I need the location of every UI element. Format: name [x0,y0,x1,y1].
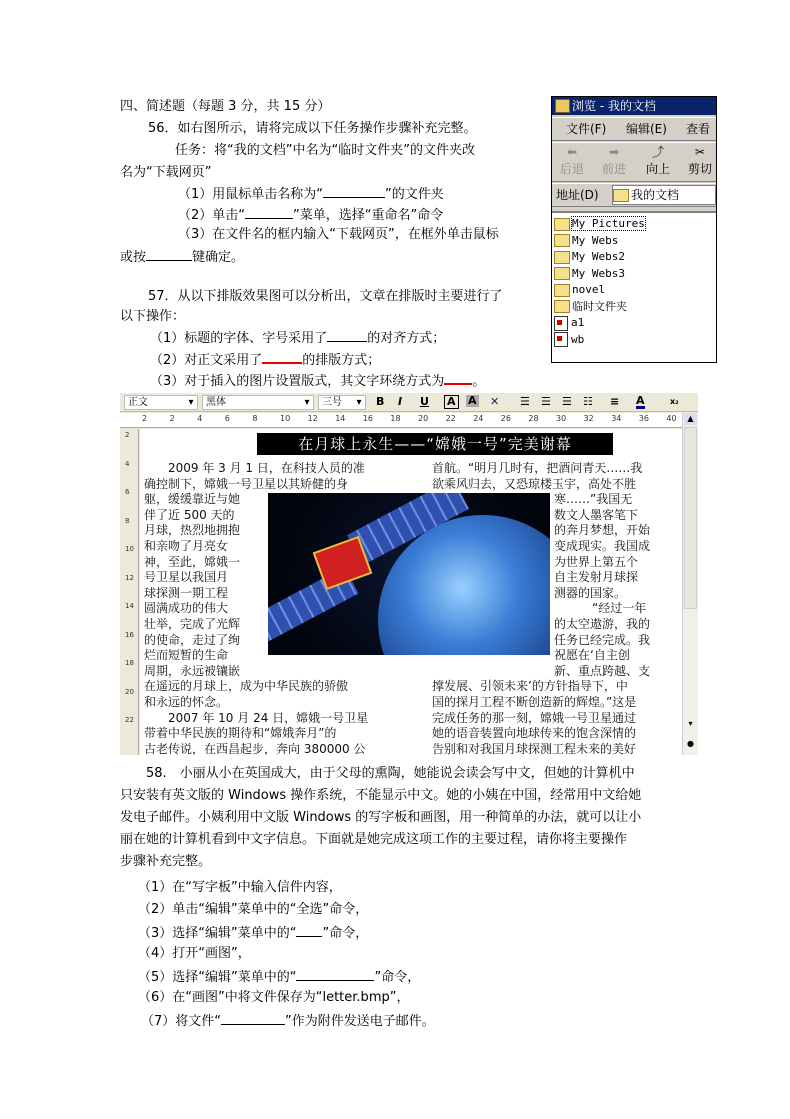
text: ”命令， [322,926,369,941]
align-center-icon[interactable]: ☰ [541,395,551,408]
scissors-icon: ✂ [694,145,706,159]
ruler-tick-label: 4 [125,459,130,468]
article-line: 在遥远的月球上，成为中华民族的骄傲 [144,679,349,694]
vertical-ruler[interactable] [120,429,139,755]
article-line: 首航。“明月几时有，把酒问青天……我 [432,461,643,475]
article-line: 躯，缓缓靠近与她 [144,492,241,507]
q58-paragraph-line: 发电子邮件。小姨利用中文版 Windows 的写字板和画图，用一种简单的办法，就可以让小 [120,810,642,825]
q58-step6: （6）在“画图”中将文件保存为“letter.bmp”， [138,990,410,1005]
text: 或按 [120,250,147,265]
folder-icon [554,251,570,264]
text: ”命令， [374,970,421,985]
file-item[interactable] [554,249,625,265]
ruler-tick-label: 12 [125,573,134,582]
article-line: 球探测一期工程 [144,585,229,600]
article-line: 2009 年 3 月 1 日，在科技人员的准 [144,461,365,475]
ruler-tick-label: 18 [390,414,401,423]
article-line: 寒……”我国无 [554,492,633,507]
ruler-tick-label: 10 [125,545,134,553]
file-item[interactable] [554,315,584,331]
text: 键确定。 [192,250,245,265]
file-name: My Webs2 [572,250,625,263]
q58-step2: （2）单击“编辑”菜单中的“全选”命令， [138,902,369,917]
horizontal-ruler[interactable] [120,413,683,428]
ruler-tick-label: 20 [125,687,134,696]
label: 前进 [602,162,627,176]
ruler-tick-label: 26 [500,414,511,423]
article-line: 欲乘风归去，又恐琼楼玉宇，高处不胜 [432,476,637,491]
article-line: 数文人墨客笔下 [554,507,639,522]
style-select[interactable] [124,395,198,410]
ruler-tick-label: 2 [169,414,175,423]
folder-icon [613,189,629,202]
ruler-tick-label: 2 [125,431,130,439]
answer-blank [327,329,367,342]
window-title: 浏览 - 我的文档 [572,99,656,113]
q56-step3-cont [120,248,244,266]
select-browse-icon[interactable]: ● [687,739,694,748]
q58-paragraph-line: 丽在她的计算机看到中文字信息。下面就是她完成这项工作的主要过程，请你将主要操作 [120,832,628,847]
article-line: 的太空遨游，我的 [554,617,651,631]
format-toolbar [120,393,698,412]
text: （7）将文件“ [141,1014,222,1029]
ruler-tick-label: 8 [125,516,130,525]
answer-blank [221,1012,285,1025]
document-area[interactable] [140,429,683,755]
font-value: 黑体 [206,397,226,408]
char-scale-icon[interactable]: ✕ [490,395,500,408]
word-screenshot [120,393,698,755]
address-value: 我的文档 [631,188,680,202]
ruler-tick-label: 16 [362,414,373,423]
address-input[interactable] [612,185,716,205]
distributed-icon[interactable]: ☷ [583,395,593,408]
ruler-tick-label: 8 [252,414,258,423]
prev-page-icon[interactable]: ▾ [688,719,693,728]
article-line: 国的探月工程不断创造新的辉煌。”这是 [432,695,637,709]
q57-step2 [150,350,380,369]
folder-icon [554,300,570,313]
style-value: 正文 [128,397,148,408]
article-line: 的奔月梦想，开始 [554,523,651,538]
file-item[interactable] [554,332,584,348]
q56-intro: 56．如右图所示，请将完成以下任务操作步骤补充完整。 [148,121,477,136]
address-bar [552,183,716,207]
text: 。 [472,374,486,389]
answer-blank [323,185,385,198]
ruler-tick-label: 6 [125,488,130,496]
q57-step3 [150,371,485,390]
ruler-tick-label: 24 [473,414,484,423]
back-arrow-icon: ⬅ [566,145,578,159]
forward-button[interactable] [602,144,626,177]
folder-icon [554,234,570,247]
folder-icon [554,267,570,280]
q58-step1: （1）在“写字板”中输入信件内容， [138,880,342,895]
article-line: 为世界上第五个 [554,554,639,569]
file-name: My Pictures [572,217,645,230]
menu-view[interactable]: 查看 [686,122,711,136]
file-name: My Webs3 [572,266,625,280]
q58-step4: （4）打开“画图”， [138,946,251,961]
text: （1）标题的字体、字号采用了 [150,331,328,346]
article-line: 带着中华民族的期待和“嫦娥奔月”的 [144,726,337,741]
q58-step3 [138,924,368,942]
ruler-tick-label: 20 [418,414,429,423]
article-line: 和亲吻了月亮女 [144,539,229,553]
text: （2）对正文采用了 [150,353,263,368]
q56-task: 任务：将“我的文档”中名为“临时文件夹”的文件夹改 [175,143,475,158]
explore-icon [555,99,570,113]
file-item[interactable] [554,266,625,282]
ruler-tick-label: 22 [125,716,134,724]
article-line: 告别和对我国月球探测工程未来的美好 [432,741,637,755]
text: （2）单击“ [178,208,246,223]
q57-intro: 57．从以下排版效果图可以分析出，文章在排版时主要进行了 [148,289,503,304]
ruler-tick-label: 40 [666,414,677,423]
ruler-tick-label: 22 [445,414,456,423]
folder-icon [554,218,570,231]
article-line: 测器的国家。 [554,585,627,600]
italic-button[interactable]: I [398,395,403,408]
q58-paragraph-line: 只安装有英文版的 Windows 操作系统，不能显示中文。她的小姨在中国，经常用中文给她 [120,788,642,803]
toolbar [552,142,716,182]
article-line: 和永远的怀念。 [144,695,229,709]
q56-task-cont: 名为“下载网页” [120,165,212,180]
article-line: 祝愿在‘自主创 [554,648,630,663]
up-button[interactable] [646,144,670,177]
q56-step3: （3）在文件名的框内输入“下载网页”，在框外单击鼠标 [178,227,499,242]
file-name: a1 [571,316,585,329]
article-line: 圆满成功的伟大 [144,601,229,616]
text: 的对齐方式； [367,331,446,346]
align-right-icon[interactable]: ☰ [562,395,572,408]
answer-blank [146,248,192,261]
ruler-tick-label: 16 [125,630,134,639]
cut-button[interactable] [688,144,712,177]
article-line: 任务已经完成。我 [554,632,651,647]
menu-edit[interactable]: 编辑(E) [626,122,667,136]
article-line: 壮举，完成了光辉 [144,617,241,631]
ruler-tick-label: 18 [125,659,134,667]
align-justify-icon[interactable]: ☰ [520,395,530,408]
q58-paragraph-line: 58. 小丽从小在英国成大，由于父母的熏陶，她能说会读会写中文，但她的计算机中 [120,766,635,781]
scroll-thumb[interactable] [684,427,697,609]
chevron-down-icon: ▾ [356,397,362,408]
label: 向上 [646,162,671,176]
answer-blank [262,350,302,364]
chevron-down-icon: ▾ [304,397,310,408]
text: 的排版方式； [302,353,381,368]
document-icon [554,316,568,331]
article-line: 神，至此，嫦娥一 [144,554,241,569]
ruler-tick-label: 4 [197,414,203,423]
line-spacing-icon[interactable]: ≡ [610,395,620,408]
folder-up-icon: ⤴ [652,145,665,159]
file-name: wb [571,332,585,346]
article-line: 自主发射月球探 [554,570,639,585]
menu-bar [552,117,716,141]
q58-paragraph-line: 步骤补充完整。 [120,854,212,869]
ruler-tick-label: 28 [528,414,539,423]
answer-blank [296,924,322,937]
ruler-tick-label: 14 [125,602,134,610]
article-line: 变成现实。我国成 [554,539,651,553]
file-item[interactable] [554,233,618,249]
article-line: 号卫星以我国月 [144,570,229,585]
document-icon [554,332,568,347]
section-title: 四、简述题（每题 3 分，共 15 分） [120,99,331,114]
text: （3）对于插入的图片设置版式，其文字环绕方式为 [150,374,445,389]
answer-blank [245,206,293,219]
article-line: “经过一年 [580,601,647,616]
ruler-tick-label: 36 [638,414,649,423]
article-line: 古老传说，在西昌起步，奔向 380000 公 [144,741,366,755]
article-line: 伴了近 500 天的 [144,507,235,522]
vertical-scrollbar[interactable] [682,413,698,755]
menu-file[interactable]: 文件(F) [566,122,607,136]
file-item[interactable] [554,282,605,298]
q56-step2 [178,206,443,224]
article-line: 周期，永远被镶嵌 [144,663,241,678]
forward-arrow-icon: ➡ [608,145,620,159]
ruler-tick-label: 30 [556,414,567,423]
article-line: 确控制下，嫦娥一号卫星以其矫健的身 [144,476,349,491]
article-title: 在月球上永生——“嫦娥一号”完美谢幕 [257,433,613,455]
title-bar [552,97,716,115]
article-line: 月球，热烈地拥抱 [144,523,241,538]
article-line: 烂而短暂的生命 [144,648,229,663]
underline-button[interactable]: U [420,395,429,408]
size-value: 三号 [322,397,342,408]
q57-intro-cont: 以下操作： [120,309,186,324]
article-line: 完成任务的那一刻，嫦娥一号卫星通过 [432,710,637,725]
bold-button[interactable]: B [376,395,385,408]
text: （1）用鼠标单击名称为“ [178,187,324,202]
file-list [552,211,716,362]
explorer-window [551,96,717,363]
text: ”的文件夹 [385,187,444,202]
article-line: 撑发展、引领未来’的方针指导下，中 [432,679,628,694]
file-name: novel [572,283,606,296]
satellite-earth-image [268,493,550,655]
ruler-tick-label: 12 [307,414,318,423]
scroll-up-icon[interactable]: ▲ [684,413,697,425]
folder-icon [554,284,570,297]
article-line: 她的语音装置向地球传来的饱含深情的 [432,726,637,741]
file-item[interactable] [554,299,627,315]
ruler-tick-label: 32 [583,414,594,423]
text: （3）选择“编辑”菜单中的“ [138,926,297,941]
label: 剪切 [688,162,713,176]
answer-blank [296,968,374,981]
font-select[interactable] [202,395,314,410]
char-shading-icon[interactable]: A [468,394,477,407]
q57-step1 [150,329,445,347]
text: ”作为附件发送电子邮件。 [285,1014,435,1029]
size-select[interactable] [318,395,366,410]
ruler-tick-label: 34 [611,414,622,423]
font-color-icon[interactable]: A [636,394,645,407]
q58-step5 [138,968,420,986]
file-name: 临时文件夹 [572,299,627,313]
subscript-icon[interactable]: x₂ [670,397,679,406]
char-border-icon[interactable]: A [444,395,459,409]
ruler-tick-label: 2 [142,414,148,423]
back-button[interactable] [560,144,584,177]
answer-blank [444,371,472,385]
chevron-down-icon: ▾ [188,397,194,408]
address-label: 地址(D) [556,188,599,202]
text: ”菜单，选择“重命名”命令 [293,208,444,223]
ruler-tick-label: 10 [280,414,291,423]
label: 后退 [560,162,585,176]
article-line: 2007 年 10 月 24 日，嫦娥一号卫星 [144,710,369,725]
file-name: My Webs [572,233,619,247]
q56-step1 [178,185,444,203]
article-line: 的使命，走过了绚 [144,632,241,647]
q58-step7 [141,1012,435,1030]
ruler-tick-label: 6 [224,414,230,423]
text: （5）选择“编辑”菜单中的“ [138,970,297,985]
article-line: 新、重点跨越、支 [554,663,651,678]
file-item[interactable] [554,216,645,232]
ruler-tick-label: 14 [335,414,346,423]
